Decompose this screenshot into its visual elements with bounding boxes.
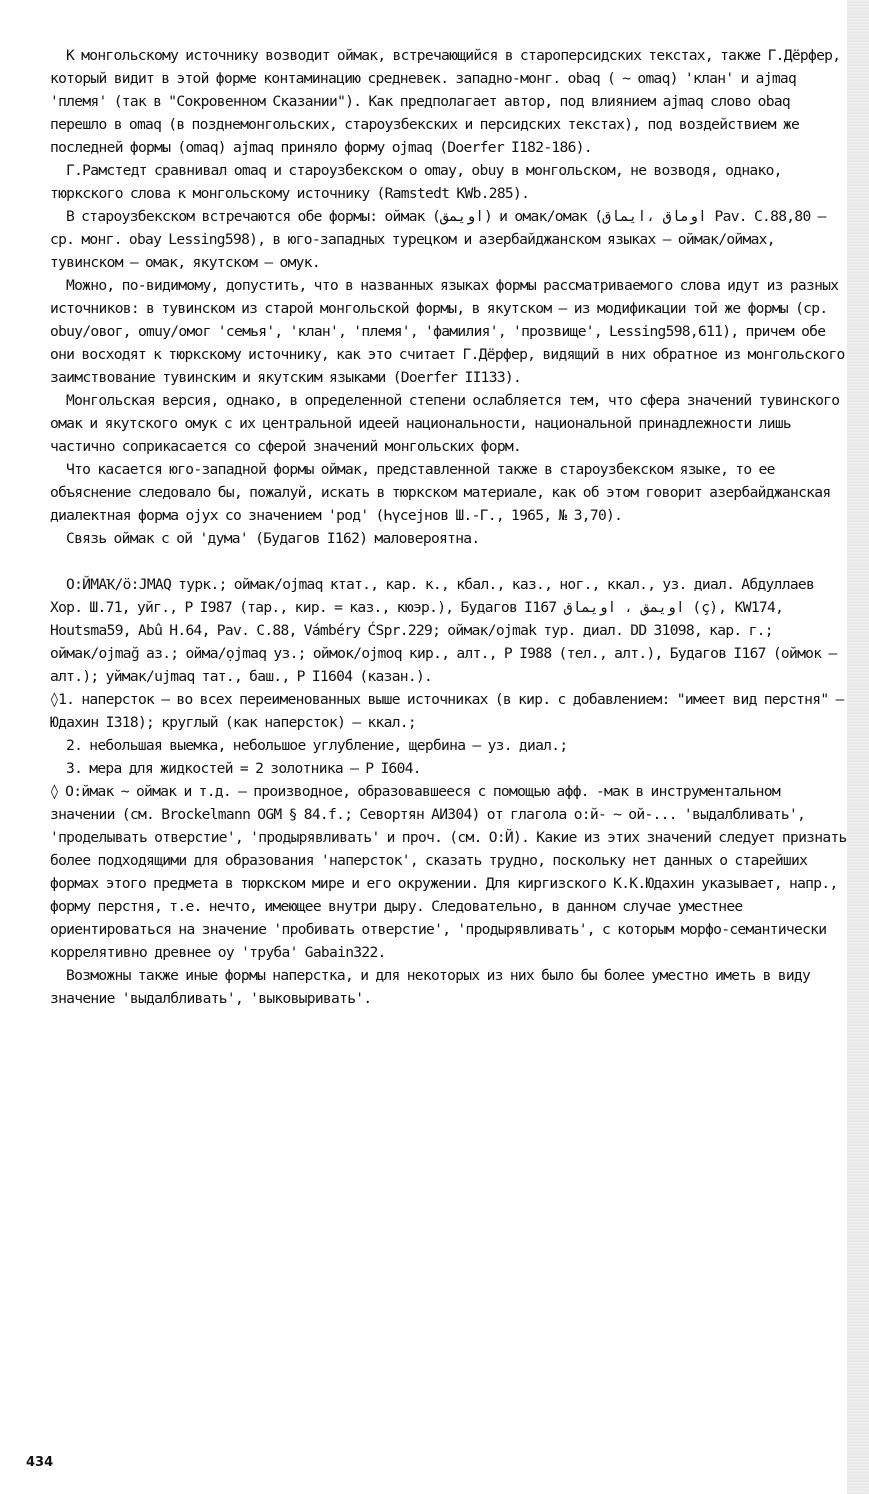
paragraph-7: Связь оймак с ой 'дума' (Будагов I162) маловероятна.	[66, 530, 480, 547]
paragraph-4: Можно, по-видимому, допустить, что в названных языках формы рассматриваемого слова идут из разных источников: в тувинском из старой монгольской формы, в якутском – из модификации той же формы (ср. obuy/овог, omuy/омог 'семья', 'клан', 'племя', 'фамилия', 'прозвище', Lessing598,611), причем обе они восходят к тюркскому источнику, как это считает Г.Дёрфер, видящий в них обратное из монгольского заимствование тувинским и якутским языками (Doerfer II133).	[50, 277, 845, 386]
paragraph-2: Г.Рамстедт сравнивал omaq и староузбекском o omay, obuy в монгольском, не возводя, однако, тюркского слова к монгольскому источнику (Ramstedt KWb.285).	[50, 162, 782, 202]
dictionary-entry: О:ЙМАҠ/ö:JMAQ турк.; оймак/ojmaq ктат., кар. к., кбал., каз., ног., ккал., уз. диал. Абдуллаев Хор. Ш.71, уйг., Р I987 (тар., кир. = каз., кюэр.), Будагов I167 اویمق ، اویماق (ç), KW174, Houtsma59, Abû H.64, Pav. C.88, Vámbéry ĆSpr.229; оймак/ojmak тур. диал. DD 31098, кар. г.; оймак/ojmağ аз.; ойма/ọjmaq уз.; оймок/ojmoq кир., алт., Р I988 (тел., алт.), Будагов I167 (оймок – алт.); уймак/ujmaq тат., баш., Р I1604 (казан.).	[50, 576, 837, 685]
paragraph-1: К монгольскому источнику возводит оймак, встречающийся в староперсидских текстах, также Г.Дёрфер, который видит в этой форме контаминацию средневек. западно-монг. obaq ( ~ omaq) 'клан' и ajmaq 'племя' (так в "Сокровенном Сказании"). Как предполагает автор, под влиянием ajmaq слово obaq перешло в omaq (в позднемонгольских, староузбекских и персидских текстах), под воздействием же последней формы (omaq) ajmaq приняло форму ojmaq (Doerfer I182-186).	[50, 47, 841, 156]
paragraph-6: Что касается юго-западной формы оймак, представленной также в староузбекском языке, то ее объяснение следовало бы, пожалуй, искать в тюркском материале, как об этом говорит азербайджанская диалектная форма ojух со значением 'род' (Һүсејнов Ш.-Г., 1965, № 3,70).	[50, 461, 831, 524]
paragraph-3: В староузбекском встречаются обе формы: оймак (اویمق) и омак/омак (اوماق ،ایماق Pav. C.88,80 – ср. монг. obay Lessing598), в юго-западных турецком и азербайджанском языках – оймак/оймах, тувинском – омак, якутском – омук.	[50, 208, 826, 271]
page-number: 434	[26, 1455, 54, 1470]
sense-3: 3. мера для жидкостей = 2 золотника – Р I604.	[66, 760, 421, 777]
etymology-paragraph: ◊ О:ймак ~ оймак и т.д. – производное, образовавшееся с помощью афф. -мак в инструментальном значении (см. Brockelmann OGM § 84.f.; Севортян АИ304) от глагола о:й- ~ ой-... 'выдалбливать', 'проделывать отверстие', 'продырявливать' и проч. (см. О:Й). Какие из этих значений следует признать более подходящими для образования 'наперсток', сказать трудно, поскольку нет данных о старейших формах этого предмета в тюркском мире и его окружении. Для киргизского К.К.Юдахин указывает, напр., форму перстня, т.е. нечто, имеющее внутри дыру. Следовательно, в данном случае уместнее ориентироваться на значение 'пробивать отверстие', 'продырявливать', с которым морфо-семантически коррелятивно древнее оу 'труба' Gabain322.	[50, 783, 847, 961]
page-body	[50, 44, 850, 1010]
section-gap	[50, 550, 850, 573]
sense-1: ◊1. наперсток – во всех переименованных выше источниках (в кир. с добавлением: "имеет вид перстня" – Юдахин I318); круглый (как наперсток) – ккал.;	[50, 691, 844, 731]
sense-2: 2. небольшая выемка, небольшое углубление, щербина – уз. диал.;	[66, 737, 568, 754]
closing-paragraph: Возможны также иные формы наперстка, и для некоторых из них было бы более уместно иметь в виду значение 'выдалбливать', 'выковыривать'.	[50, 967, 811, 1007]
scan-edge	[847, 0, 869, 1494]
paragraph-5: Монгольская версия, однако, в определенной степени ослабляется тем, что сфера значений тувинского омак и якутского омук с их центральной идеей национальности, национальной принадлежности лишь частично соприкасается со сферой значений монгольских форм.	[50, 392, 840, 455]
